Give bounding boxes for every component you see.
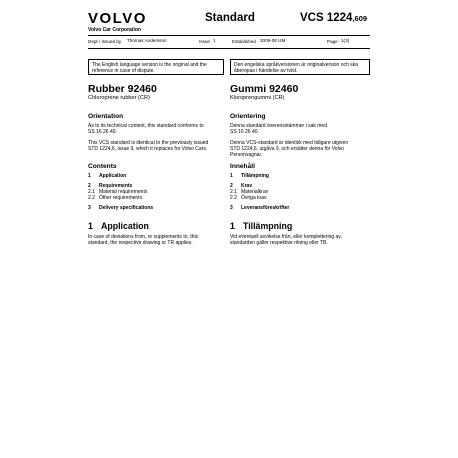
notice-line: Den engelska språkversionen är originalversion och ska — [234, 62, 358, 68]
toc-item: 2 Krav — [230, 182, 253, 189]
volvo-logo: VOLVO — [88, 10, 147, 27]
material-title: Rubber 92460 — [88, 83, 157, 95]
contents-heading: Contents — [88, 162, 117, 170]
corporation-name: Volvo Car Corporation — [88, 27, 141, 33]
document-type: Standard — [205, 12, 255, 24]
orientation-paragraph: As to its technical content, this standard conforms to SS 16 26 40. — [88, 123, 204, 135]
toc-item: 1 Tillämpning — [230, 172, 269, 179]
english-column — [88, 84, 228, 250]
toc-item: 1 Application — [88, 172, 127, 179]
toc-item: 2.1 Material requirements — [88, 188, 148, 195]
orientation-heading: Orientation — [88, 113, 124, 120]
established-label: Established — [232, 39, 256, 44]
document-number-main: VCS 1224 — [300, 12, 353, 24]
orientation-paragraph: Denna VCS-standard är identisk med tidigare utgiven STD 1224,6, utgåva 9, och ersätter denna för Volvo Personvagnar. — [230, 139, 349, 158]
notice-box-swedish — [230, 59, 370, 75]
notice-line: reference in case of dispute. — [92, 68, 155, 75]
notice-line: åberopas i händelse av tvist. — [234, 68, 298, 75]
toc-item: 3 Delivery specifications — [88, 204, 154, 211]
section-paragraph: Vid eventuell avvikelse från, eller komplettering av, standarden gäller respektive ritning eller TB. — [230, 233, 342, 246]
document-number — [300, 12, 367, 24]
contents-heading: Innehåll — [230, 162, 255, 170]
toc-item: 2 Requirements — [88, 182, 133, 189]
page-value: 1(3) — [341, 38, 350, 43]
orientation-paragraph: This VCS standard is identical to the previously issued STD 1224,6, issue 9, which it replaces for Volvo Cars. — [88, 139, 209, 152]
issue-label: Issue — [199, 39, 210, 44]
toc-item: 3 Leveransföreskrifter — [230, 204, 290, 211]
toc-item: 2.2 Övriga krav — [230, 194, 267, 201]
notice-box-english — [88, 59, 224, 75]
section-heading: 1 Application — [88, 220, 149, 231]
material-subtitle: Kloroprengummi (CR) — [230, 95, 285, 101]
notice-line: The English language version is the original and the — [92, 62, 207, 68]
material-subtitle: Chloroprene rubber (CR) — [88, 95, 150, 101]
section-heading: 1 Tillämpning — [230, 220, 293, 231]
page-label: Page — [327, 39, 338, 44]
material-title: Gummi 92460 — [230, 83, 299, 95]
issue-value: 1 — [213, 38, 216, 43]
established-value: 2009-08 UM — [260, 38, 286, 43]
header-divider-bottom — [88, 48, 370, 49]
orientation-heading: Orientering — [230, 113, 266, 120]
document-number-suffix: ,609 — [352, 14, 368, 23]
table-of-contents — [88, 173, 228, 211]
toc-item: 2.2 Other requirements — [88, 194, 143, 201]
section-paragraph: In case of deviations from, or supplements to, this standard, the respective drawing or TR applies. — [88, 233, 199, 246]
toc-item: 2.1 Materialkrav — [230, 188, 269, 195]
orientation-paragraph: Denna standard överensstämmer i sak med SS 16 26 40. — [230, 123, 327, 135]
swedish-column — [230, 84, 370, 250]
table-of-contents — [230, 173, 370, 211]
dept-label: Dept / Issued by — [88, 39, 122, 44]
header-divider-top — [88, 35, 370, 36]
dept-value: Thomas Andersson — [127, 38, 167, 43]
